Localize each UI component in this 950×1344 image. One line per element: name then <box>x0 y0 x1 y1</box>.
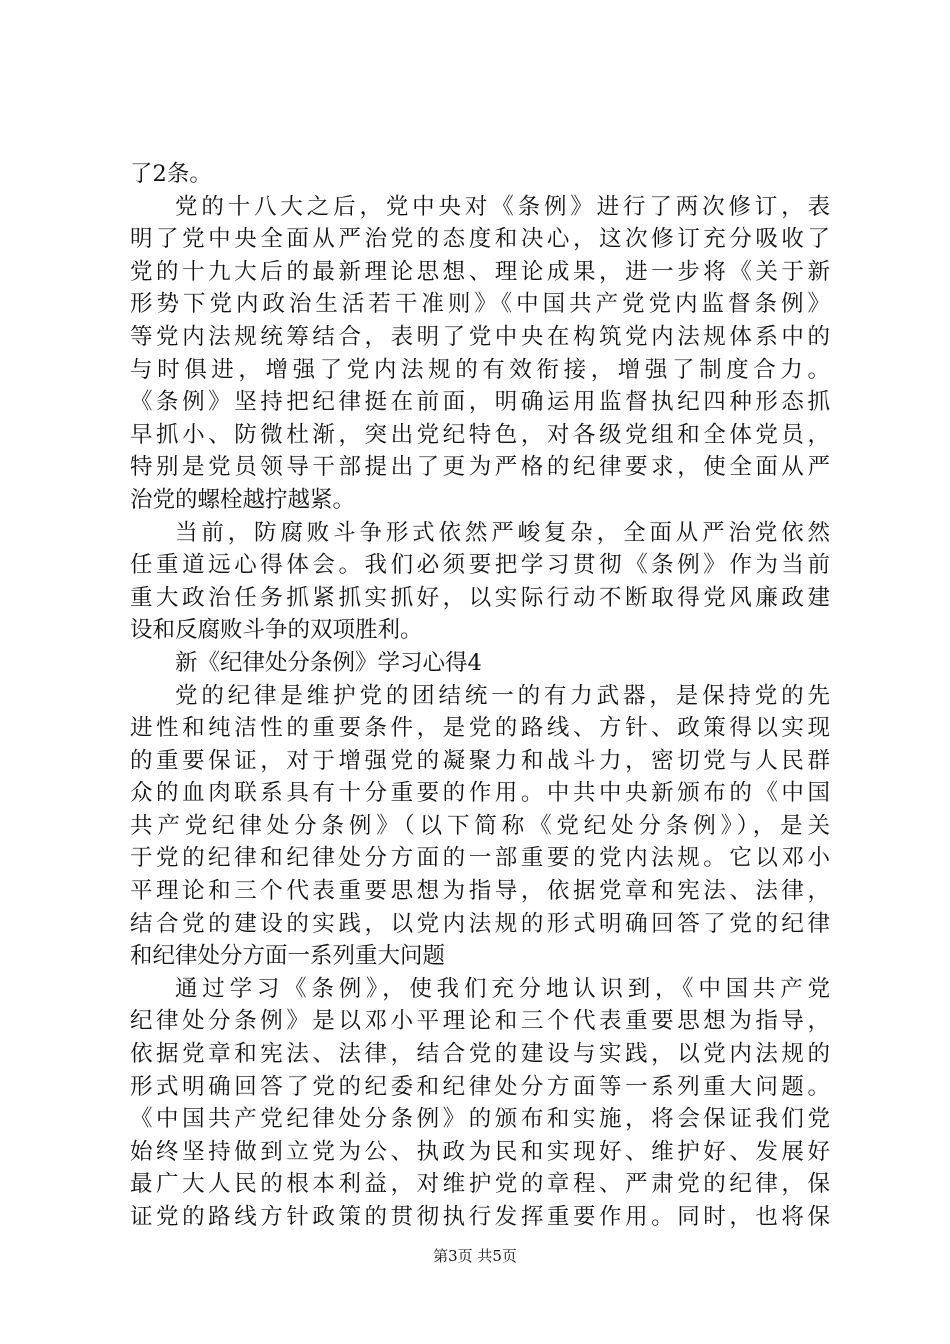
text-line: 始终坚持做到立党为公、执政为民和实现好、维护好、发展好 <box>130 1138 830 1165</box>
paragraph-start-line: 党的纪律是维护党的团结统一的有力武器，是保持党的先 <box>175 682 830 709</box>
section-heading: 新《纪律处分条例》学习心得4 <box>175 649 482 676</box>
paragraph-end-line: 设和反腐败斗争的双项胜利。 <box>130 617 423 644</box>
text-line: 纪律处分条例》是以邓小平理论和三个代表重要思想为指导， <box>130 1008 830 1035</box>
paragraph-end-line: 和纪律处分方面一系列重大问题 <box>130 943 446 970</box>
paragraph-end-line: 治党的螺栓越拧越紧。 <box>130 486 356 513</box>
text-line: 于党的纪律和纪律处分方面的一部重要的党内法规。它以邓小 <box>130 845 830 872</box>
text-line: 等党内法规统筹结合，表明了党中央在构筑党内法规体系中的 <box>130 323 830 350</box>
text-line: 最广大人民的根本利益，对维护党的章程、严肃党的纪律，保 <box>130 1171 830 1198</box>
text-line: 《条例》坚持把纪律挺在前面，明确运用监督执纪四种形态抓 <box>130 389 830 416</box>
text-line: 进性和纯洁性的重要条件，是党的路线、方针、政策得以实现 <box>130 715 830 742</box>
text-line: 明了党中央全面从严治党的态度和决心，这次修订充分吸收了 <box>130 226 830 253</box>
text-line: 与时俱进，增强了党内法规的有效衔接，增强了制度合力。 <box>130 356 830 383</box>
text-line: 形势下党内政治生活若干准则》《中国共产党党内监督条例》 <box>130 291 830 318</box>
text-line: 党的十九大后的最新理论思想、理论成果，进一步将《关于新 <box>130 258 830 285</box>
paragraph-start-line: 当前，防腐败斗争形式依然严峻复杂，全面从严治党依然 <box>175 519 830 546</box>
text-line: 重大政治任务抓紧抓实抓好，以实际行动不断取得党风廉政建 <box>130 584 830 611</box>
text-line: 任重道远心得体会。我们必须要把学习贯彻《条例》作为当前 <box>130 552 830 579</box>
text-line: 形式明确回答了党的纪委和纪律处分方面等一系列重大问题。 <box>130 1073 830 1100</box>
text-line: 《中国共产党纪律处分条例》的颁布和实施，将会保证我们党 <box>130 1106 830 1133</box>
text-line: 众的血肉联系具有十分重要的作用。中共中央新颁布的《中国 <box>130 780 830 807</box>
text-line: 了2条。 <box>130 161 212 187</box>
text-line: 证党的路线方针政策的贯彻执行发挥重要作用。同时，也将保 <box>130 1204 830 1230</box>
page-number-footer: 第3页 共5页 <box>433 1247 517 1265</box>
text-line: 平理论和三个代表重要思想为指导，依据党章和宪法、法律， <box>130 878 830 905</box>
text-line: 结合党的建设的实践，以党内法规的形式明确回答了党的纪律 <box>130 910 830 937</box>
paragraph-start-line: 党的十八大之后，党中央对《条例》进行了两次修订，表 <box>175 193 830 220</box>
text-line: 特别是党员领导干部提出了更为严格的纪律要求，使全面从严 <box>130 454 830 481</box>
text-line: 的重要保证，对于增强党的凝聚力和战斗力，密切党与人民群 <box>130 747 830 774</box>
text-line: 依据党章和宪法、法律，结合党的建设与实践，以党内法规的 <box>130 1041 830 1068</box>
document-body <box>130 158 830 1234</box>
text-line: 早抓小、防微杜渐，突出党纪特色，对各级党组和全体党员， <box>130 421 830 448</box>
paragraph-start-line: 通过学习《条例》，使我们充分地认识到，《中国共产党 <box>175 975 830 1002</box>
text-line: 共产党纪律处分条例》（以下简称《党纪处分条例》），是关 <box>130 812 830 839</box>
